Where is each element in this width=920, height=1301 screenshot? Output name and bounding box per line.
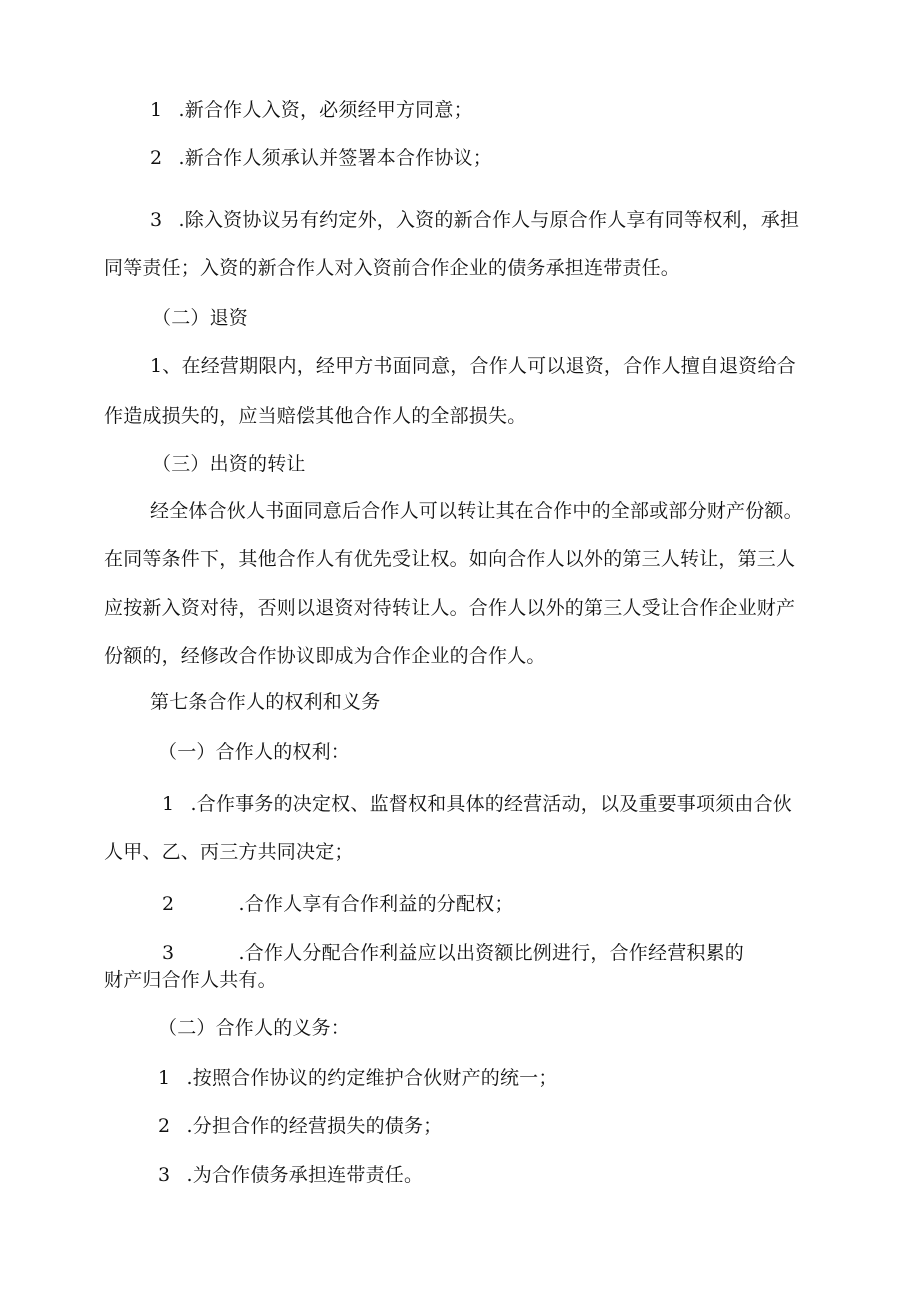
duties-heading: （二）合作人的义务： <box>158 1017 351 1039</box>
item-number: 1 <box>158 1067 171 1089</box>
item-number: 2 <box>150 147 163 169</box>
item-number: 3 <box>162 942 175 964</box>
item-text: .合作人分配合作利益应以出资额比例进行，合作经营积累的 <box>238 942 744 964</box>
item-text: .合作事务的决定权、监督权和具体的经营活动，以及重要事项须由合伙 <box>190 793 792 815</box>
admission-item-3-line-1 <box>150 208 799 232</box>
admission-item-3-line-2: 同等责任；入资的新合作人对入资前合作企业的债务承担连带责任。 <box>104 257 681 279</box>
rights-item-1-line-2: 人甲、乙、丙三方共同决定； <box>104 841 354 863</box>
rights-heading: （一）合作人的权利： <box>158 741 351 763</box>
withdrawal-item-1-line-1: 1、在经营期限内，经甲方书面同意，合作人可以退资，合作人擅自退资给合 <box>150 355 796 377</box>
item-number: 1 <box>162 793 175 815</box>
transfer-para-line-3: 应按新入资对待，否则以退资对待转让人。合作人以外的第三人受让合作企业财产 <box>104 597 796 619</box>
item-number: 1 <box>150 99 163 121</box>
transfer-para-line-2: 在同等条件下，其他合作人有优先受让权。如向合作人以外的第三人转让，第三人 <box>104 548 796 570</box>
item-number: 2 <box>162 893 175 915</box>
duties-item-3 <box>158 1163 423 1187</box>
rights-item-3-line-2: 财产归合作人共有。 <box>104 969 277 991</box>
transfer-heading: （三）出资的转让 <box>152 453 306 475</box>
item-number: 2 <box>158 1115 171 1137</box>
item-number: 3 <box>150 209 163 231</box>
item-text: .按照合作协议的约定维护合伙财产的统一； <box>186 1067 558 1089</box>
item-text: .新合作人须承认并签署本合作协议； <box>178 147 492 169</box>
item-text: .除入资协议另有约定外，入资的新合作人与原合作人享有同等权利，承担 <box>178 209 800 231</box>
rights-item-1-line-1 <box>162 792 792 816</box>
transfer-para-line-1: 经全体合伙人书面同意后合作人可以转让其在合作中的全部或部分财产份额。 <box>150 500 803 522</box>
duties-item-1 <box>158 1066 558 1090</box>
admission-item-2 <box>150 146 492 170</box>
rights-item-2 <box>162 892 514 916</box>
item-text: .新合作人入资，必须经甲方同意； <box>178 99 473 121</box>
article-7-heading: 第七条合作人的权利和义务 <box>150 691 381 713</box>
admission-item-1 <box>150 98 473 122</box>
duties-item-2 <box>158 1114 442 1138</box>
item-text: .分担合作的经营损失的债务； <box>186 1115 443 1137</box>
transfer-para-line-4: 份额的，经修改合作协议即成为合作企业的合作人。 <box>104 645 546 667</box>
rights-item-3-line-1 <box>162 941 744 965</box>
item-text: .合作人享有合作利益的分配权； <box>238 893 514 915</box>
item-number: 3 <box>158 1164 171 1186</box>
item-text: .为合作债务承担连带责任。 <box>186 1164 424 1186</box>
withdrawal-heading: （二）退资 <box>152 307 249 329</box>
withdrawal-item-1-line-2: 作造成损失的，应当赔偿其他合作人的全部损失。 <box>104 405 527 427</box>
